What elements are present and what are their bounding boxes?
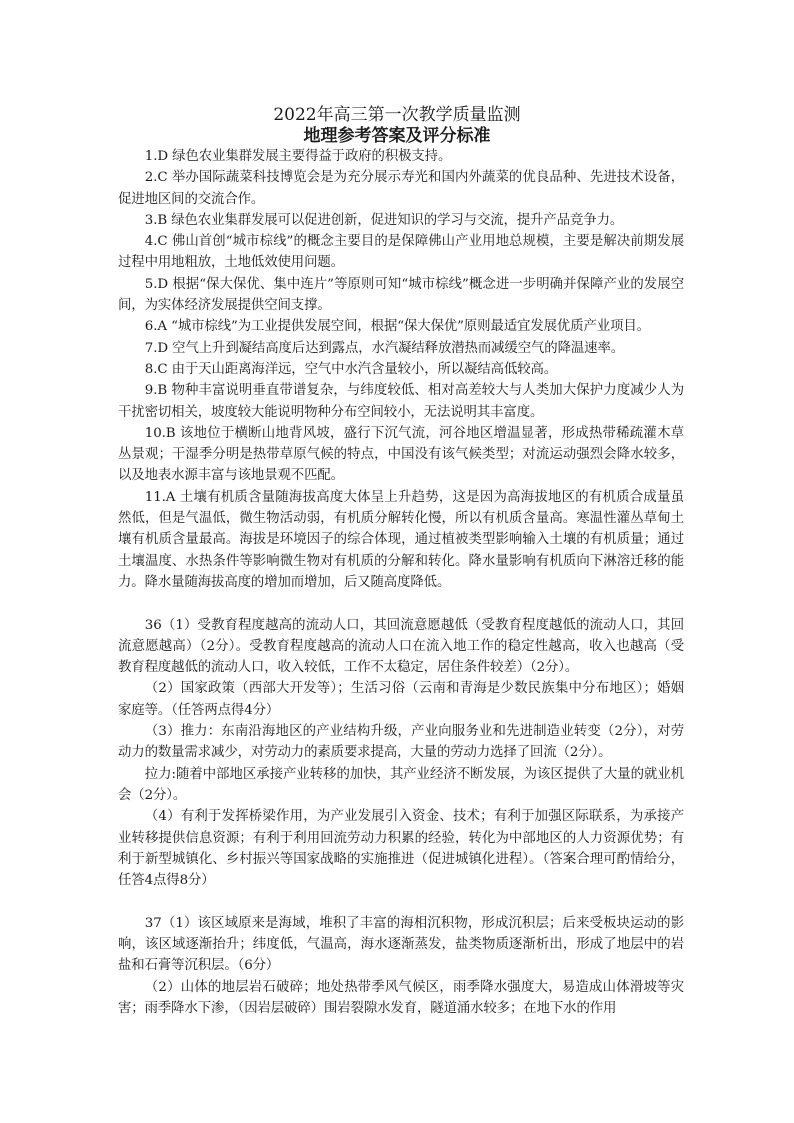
page-title: 2022年高三第一次教学质量监测 [273,105,521,125]
answer-1: 1.D 绿色农业集群发展主要得益于政府的积极支持。 [144,149,452,164]
answer-8: 8.C 由于天山距离海洋远，空气中水汽含量较小，所以凝结高低较高。 [144,361,558,377]
answer-6: 6.A “城市棕线”为工业提供发展空间，根据“保大保优”原则最适宜发展优质产业项目。 [144,319,650,335]
section-gap [118,593,684,614]
page-subtitle: 地理参考答案及评分标准 [303,126,491,146]
answer-7: 7.D 空气上升到凝结高度后达到露点，水汽凝结释放潜热而减缓空气的降温速率。 [144,340,625,356]
answer-37-1: 37（1）该区域原来是海域，堆积了丰富的海相沉积物，形成沉积层；后来受板块运动的影响，该区域逐渐抬升；纬度低，气温高，海水逐渐蒸发，盐类物质逐渐析出，形成了地层中的岩盐和石膏等沉积层。（6分） [118,915,684,974]
answer-11: 11.A 土壤有机质含量随海拔高度大体呈上升趋势，这是因为高海拔地区的有机质合成量虽然低，但是气温低，微生物活动弱，有机质分解转化慢，所以有机质含量高。寒温性灌丛草甸土壤有机质含量最高。海拔是环境因子的综合体现，通过植被类型影响输入土壤的有机质量；通过土壤温度、水热条件等影响微生物对有机质的分解和转化。降水量影响有机质向下淋溶迁移的能力。降水量随海拔高度的增加而增加，后又随高度降低。 [118,489,684,590]
answer-10: 10.B 该地位于横断山地背风坡，盛行下沉气流，河谷地区增温显著，形成热带稀疏灌木草丛景观；干湿季分明是热带草原气候的特点，中国没有该气候类型；对流运动强烈会降水较多，以及地表水源丰富与该地景观不匹配。 [118,425,684,484]
answer-9: 9.B 物种丰富说明垂直带谱复杂，与纬度较低、相对高差较大与人类加大保护力度减少人为干扰密切相关，坡度较大能说明物种分布空间较小，无法说明其丰富度。 [118,383,684,420]
answer-36-3: （3）推力：东南沿海地区的产业结构升级，产业向服务业和先进制造业转变（2分），对劳动力的数量需求减少，对劳动力的素质要求提高，大量的劳动力选择了回流（2分）。 [118,724,684,761]
answer-2: 2.C 举办国际蔬菜科技博览会是为充分展示寿光和国内外蔬菜的优良品种、先进技术设备，促进地区间的交流合作。 [118,170,684,207]
answer-4: 4.C 佛山首创“城市棕线”的概念主要目的是保障佛山产业用地总规模，主要是解决前期发展过程中用地粗放，土地低效使用问题。 [118,234,684,271]
answer-36-1: 36（1）受教育程度越高的流动人口，其回流意愿越低（受教育程度越低的流动人口，其回流意愿越高）（2分）。受教育程度越高的流动人口在流入地工作的稳定性越高，收入也越高（受教育程度越低的流动人口，收入较低，工作不太稳定，居住条件较差）（2分）。 [118,617,684,676]
answer-3: 3.B 绿色农业集群发展可以促进创新，促进知识的学习与交流，提升产品竞争力。 [144,212,624,228]
section-gap [118,891,684,912]
answer-36-2: （2）国家政策（西部大开发等）；生活习俗（云南和青海是少数民族集中分布地区）；婚姻家庭等。（任答两点得4分） [118,681,684,718]
answer-5: 5.D 根据“保大保优、集中连片”等原则可知“城市棕线”概念进一步明确并保障产业的发展空间，为实体经济发展提供空间支撑。 [118,276,684,314]
answer-content [118,146,684,1019]
answer-36-3-pull: 拉力:随着中部地区承接产业转移的加快，其产业经济不断发展，为该区提供了大量的就业机会（2分）。 [118,766,684,803]
answer-36-4: （4）有利于发挥桥梁作用，为产业发展引入资金、技术；有利于加强区际联系，为承接产业转移提供信息资源；有利于利用回流劳动力积累的经验，转化为中部地区的人力资源优势；有利于新型城镇化、乡村振兴等国家战略的实施推进（促进城镇化进程）。（答案合理可酌情给分，任答4点得8分） [118,809,684,889]
answer-37-2: （2）山体的地层岩石破碎；地处热带季风气候区，雨季降水强度大，易造成山体滑坡等灾害；雨季降水下渗，（因岩层破碎）围岩裂隙水发育，隧道涌水较多；在地下水的作用 [118,979,684,1016]
